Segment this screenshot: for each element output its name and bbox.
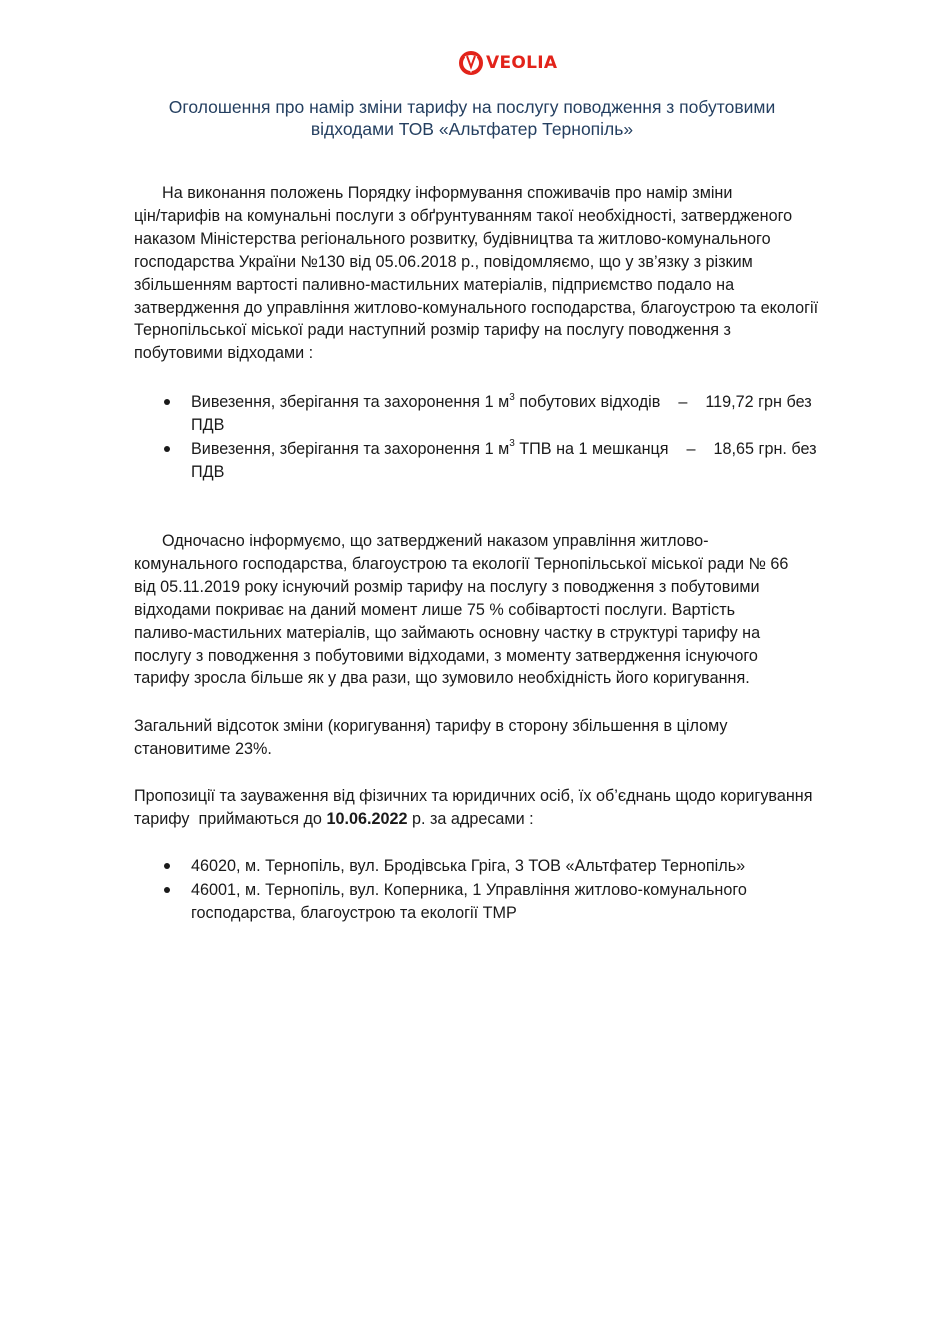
paragraph-line: цін/тарифів на комунальні послуги з обґрунтуванням такої необхідності, затвердженого: [134, 206, 793, 225]
paragraph-line: Одночасно інформуємо, що затверджений наказом управління житлово-: [162, 532, 709, 550]
tariff-item: [134, 438, 817, 484]
tariff-line-2: ПДВ: [191, 415, 225, 434]
intro-paragraph: [134, 182, 818, 365]
paragraph-line: від 05.11.2019 року існуючий розмір тарифу на послугу з поводження з побутовими: [134, 577, 760, 596]
bullet-icon: [164, 887, 170, 893]
paragraph-line: На виконання положень Порядку інформування споживачів про намір зміни: [162, 184, 733, 202]
paragraph-line: побутовими відходами :: [134, 344, 314, 363]
tariff-line-2: ПДВ: [191, 462, 225, 481]
paragraph-line: послугу з поводження з побутовими відходами, з моменту затвердження існуючого: [134, 646, 758, 665]
paragraph-line: затвердження до управління житлово-комунального господарства, благоустрою та екології: [134, 298, 819, 317]
paragraph-line: наказом Міністерства регіонального розвитку, будівництва та житлово-комунального: [134, 229, 771, 248]
tariff-item: [134, 391, 817, 437]
paragraph-line: Пропозиції та зауваження від фізичних та юридичних осіб, їх об’єднань щодо коригування: [134, 787, 813, 805]
tariff-line: Вивезення, зберігання та захоронення 1 $м^3$ побутових відходів – 119,72 грн без: [191, 391, 812, 411]
veolia-logo-icon: [458, 50, 484, 76]
paragraph-line: тарифу зросла більше як у два рази, що зумовило необхідність його коригування.: [134, 669, 750, 688]
address-list: [134, 855, 747, 925]
paragraph-line: Тернопільської міської ради наступний розмір тарифу на послугу поводження з: [134, 321, 731, 340]
address-line: 46001, м. Тернопіль, вул. Коперника, 1 Управління житлово-комунального: [191, 880, 747, 899]
title-line: Оголошення про намір зміни тарифу на послугу поводження з побутовими: [168, 97, 776, 117]
paragraph-line: збільшенням вартості паливно-мастильних матеріалів, підприємство подало на: [134, 275, 735, 294]
address-line: господарства, благоустрою та екології ТМР: [191, 903, 517, 922]
bullet-icon: [164, 863, 170, 869]
summary-paragraph: [134, 715, 727, 761]
title-line: відходами ТОВ «Альтфатер Тернопіль»: [310, 119, 634, 139]
proposals-paragraph: [134, 785, 813, 831]
veolia-logo: [458, 50, 557, 76]
document-title: [120, 96, 824, 140]
veolia-logo-text: VEOLIA: [486, 53, 558, 73]
paragraph-line: комунального господарства, благоустрою та екології Тернопільської міської ради № 66: [134, 554, 789, 573]
paragraph-line: Загальний відсоток зміни (коригування) тарифу в сторону збільшення в цілому: [134, 717, 728, 735]
paragraph-line: становитиме 23%.: [134, 739, 272, 758]
bullet-icon: [164, 399, 170, 405]
info-paragraph: [134, 530, 788, 690]
deadline-date: 10.06.2022: [326, 809, 408, 828]
address-line: 46020, м. Тернопіль, вул. Бродівська Гріга, 3 ТОВ «Альтфатер Тернопіль»: [191, 857, 746, 875]
paragraph-line: паливо-мастильних матеріалів, що займають основну частку в структурі тарифу на: [134, 623, 761, 642]
paragraph-line: тарифу приймаються до 10.06.2022 р. за адресами :: [134, 809, 534, 828]
paragraph-line: відходами покриває на даний момент лише 75 % собівартості послуги. Вартість: [134, 600, 736, 619]
bullet-icon: [164, 446, 170, 452]
address-item: [134, 855, 747, 878]
address-item: [134, 879, 747, 925]
paragraph-line: господарства України №130 від 05.06.2018 р., повідомляємо, що у зв’язку з різким: [134, 252, 753, 271]
tariff-line: Вивезення, зберігання та захоронення 1 $м^3$ ТПВ на 1 мешканця – 18,65 грн. без: [191, 438, 817, 458]
tariff-list: [134, 391, 817, 484]
